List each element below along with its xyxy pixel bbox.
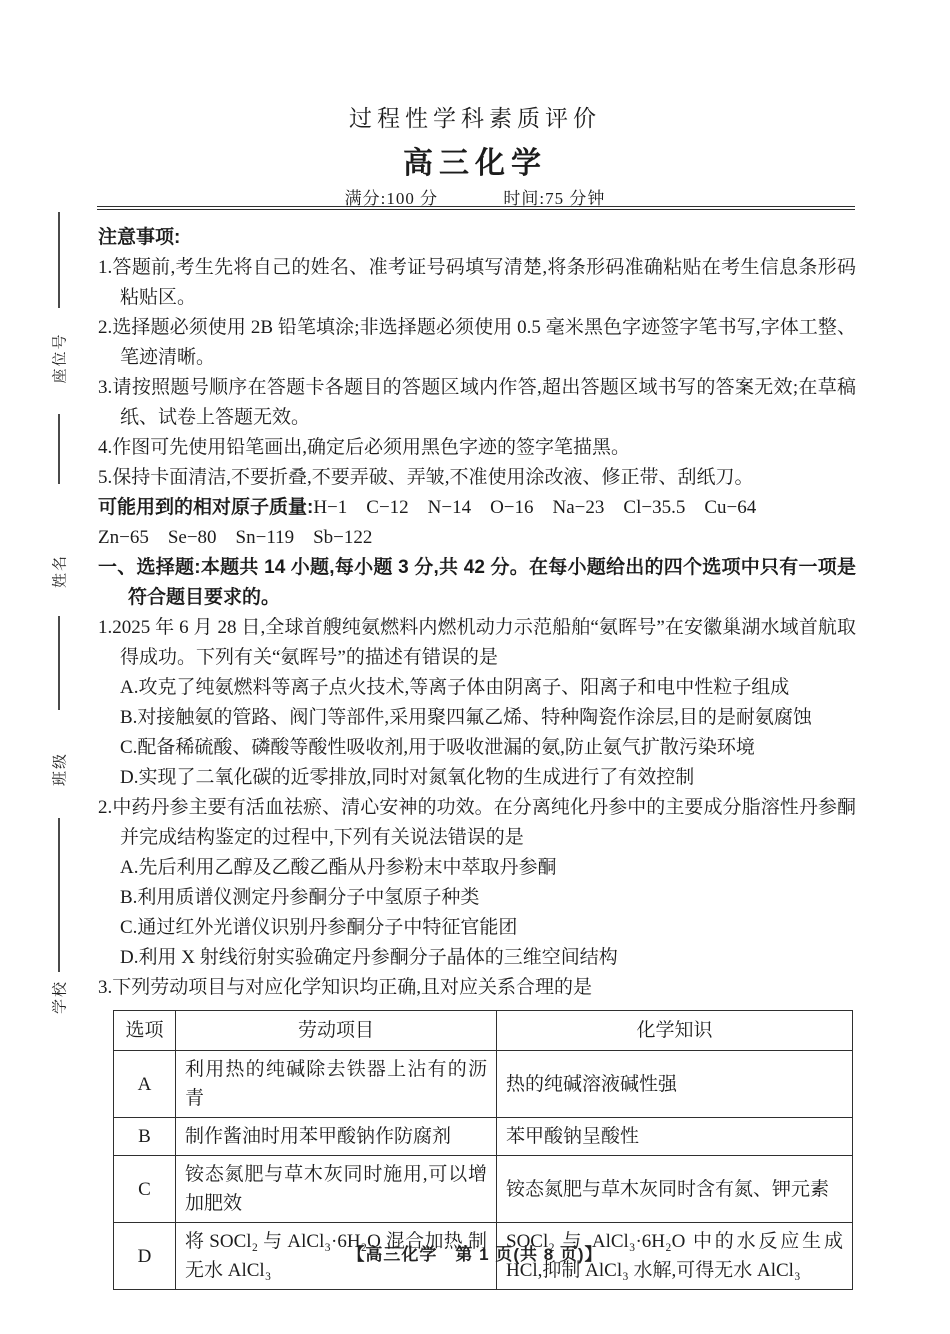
page-footer: 【高三化学 第 1 页(共 8 页)】: [347, 1245, 603, 1264]
seal-margin: [46, 212, 72, 1018]
notice-item: 5.保持卡面清洁,不要折叠,不要弄破、弄皱,不准使用涂改液、修正带、刮纸刀。: [98, 467, 754, 488]
table-header-option: 选项: [114, 1011, 176, 1051]
exam-body: [98, 223, 856, 1298]
margin-field-name: 姓名: [52, 553, 69, 589]
question-1-option-a: A.攻克了纯氨燃料等离子点火技术,等离子体由阴离子、阳离子和电中性粒子组成: [120, 677, 790, 698]
table-cell-knowledge: 热的纯碱溶液碱性强: [497, 1051, 853, 1118]
table-cell-option: A: [114, 1051, 176, 1118]
atomic-mass-line-2: Zn−65 Se−80 Sn−119 Sb−122: [98, 527, 373, 548]
table-cell-knowledge: 铵态氮肥与草木灰同时含有氮、钾元素: [497, 1156, 853, 1223]
atomic-mass-label: 可能用到的相对原子质量:: [98, 497, 314, 518]
question-2-option-a: A.先后利用乙醇及乙酸乙酯从丹参粉末中萃取丹参酮: [120, 857, 557, 878]
section-1-heading: 一、选择题:本题共 14 小题,每小题 3 分,共 42 分。在每小题给出的四个选项中只有一项是符合题目要求的。: [98, 557, 856, 608]
table-row: [114, 1156, 853, 1223]
table-row: [114, 1118, 853, 1156]
question-2-option-c: C.通过红外光谱仪识别丹参酮分子中特征官能团: [120, 917, 518, 938]
question-1-stem: 1.2025 年 6 月 28 日,全球首艘纯氨燃料内燃机动力示范船舶“氨晖号”在安徽巢湖水域首航取得成功。下列有关“氨晖号”的描述有错误的是: [98, 617, 856, 668]
seal-blank-line: [58, 616, 60, 710]
table-row: [114, 1051, 853, 1118]
margin-field-seat: 座位号: [52, 332, 69, 384]
table-cell-labor: 铵态氮肥与草木灰同时施用,可以增加肥效: [176, 1156, 497, 1223]
table-cell-labor: 制作酱油时用苯甲酸钠作防腐剂: [176, 1118, 497, 1156]
table-cell-option: B: [114, 1118, 176, 1156]
margin-field-school: 学校: [52, 979, 69, 1015]
table-cell-option: C: [114, 1156, 176, 1223]
seal-blank-line: [58, 818, 60, 972]
question-1-option-b: B.对接触氨的管路、阀门等部件,采用聚四氟乙烯、特种陶瓷作涂层,目的是耐氨腐蚀: [120, 707, 812, 728]
table-cell-labor: 将 SOCl₂ 与 AlCl₃·6H₂O 混合加热,制无水 AlCl₃: [176, 1223, 497, 1290]
question-2-option-b: B.利用质谱仪测定丹参酮分子中氢原子种类: [120, 887, 480, 908]
notice-item: 2.选择题必须使用 2B 铅笔填涂;非选择题必须使用 0.5 毫米黑色字迹签字笔书写,字体工整、笔迹清晰。: [98, 317, 856, 368]
exam-title: 高三化学: [403, 147, 547, 180]
table-cell-option: D: [114, 1223, 176, 1290]
notice-item: 1.答题前,考生先将自己的姓名、准考证号码填写清楚,将条形码准确粘贴在考生信息条形码粘贴区。: [98, 257, 856, 308]
table-cell-knowledge: 苯甲酸钠呈酸性: [497, 1118, 853, 1156]
table-cell-labor: 利用热的纯碱除去铁器上沾有的沥青: [176, 1051, 497, 1118]
notice-item: 3.请按照题号顺序在答题卡各题目的答题区域内作答,超出答题区域书写的答案无效;在草稿纸、试卷上答题无效。: [98, 377, 856, 428]
question-2-stem: 2.中药丹参主要有活血祛瘀、清心安神的功效。在分离纯化丹参中的主要成分脂溶性丹参酮并完成结构鉴定的过程中,下列有关说法错误的是: [98, 797, 856, 848]
exam-series-title: 过程性学科素质评价: [349, 106, 601, 131]
table-header-labor: 劳动项目: [176, 1011, 497, 1051]
full-score-label: 满分:100 分: [344, 189, 439, 208]
notice-item: 4.作图可先使用铅笔画出,确定后必须用黑色字迹的签字笔描黑。: [98, 437, 631, 458]
question-2-option-d: D.利用 X 射线衍射实验确定丹参酮分子晶体的三维空间结构: [120, 947, 618, 968]
atomic-mass-line-1: 可能用到的相对原子质量:H−1 C−12 N−14 O−16 Na−23 Cl−35.5 Cu−64: [98, 497, 757, 518]
header-divider: [97, 206, 855, 210]
notice-heading: 注意事项:: [98, 227, 181, 248]
seal-blank-line: [58, 212, 60, 308]
table-cell-knowledge: SOCl₂ 与 AlCl₃·6H₂O 中的水反应生成 HCl,抑制 AlCl₃ 水解,可得无水 AlCl₃: [497, 1223, 853, 1290]
margin-field-class: 班级: [52, 751, 69, 787]
question-1-option-d: D.实现了二氧化碳的近零排放,同时对氮氧化物的生成进行了有效控制: [120, 767, 695, 788]
table-header-knowledge: 化学知识: [497, 1011, 853, 1051]
table-header-row: [114, 1011, 853, 1051]
question-3-stem: 3.下列劳动项目与对应化学知识均正确,且对应关系合理的是: [98, 977, 593, 998]
seal-blank-line: [58, 414, 60, 484]
question-1-option-c: C.配备稀硫酸、磷酸等酸性吸收剂,用于吸收泄漏的氨,防止氨气扩散污染环境: [120, 737, 755, 758]
duration-label: 时间:75 分钟: [503, 189, 606, 208]
